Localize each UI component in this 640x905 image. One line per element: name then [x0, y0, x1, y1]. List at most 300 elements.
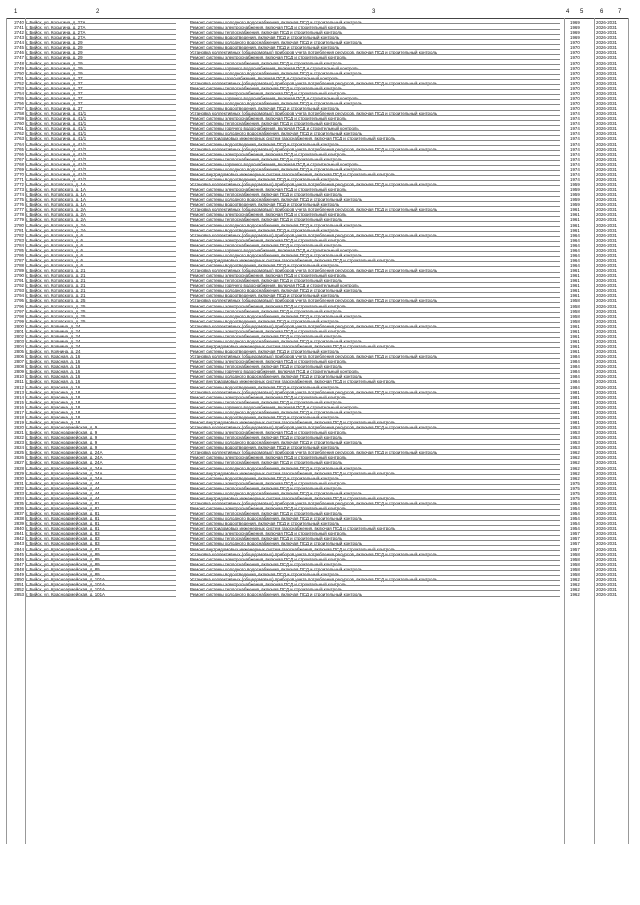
row-period: 2026-2031 [596, 566, 617, 572]
row-number: 2784 [14, 242, 24, 248]
row-work-type: Ремонт системы холодного водоснабжения, включая ПСД и строительный контроль [190, 40, 560, 45]
row-work-type: Ремонт системы холодного водоснабжения, включая ПСД и строительный контроль [190, 223, 560, 228]
row-number: 2802 [14, 333, 24, 339]
row-year: 1961 [570, 212, 580, 218]
row-year: 1953 [570, 440, 580, 446]
row-period: 2026-2031 [596, 551, 617, 557]
row-period: 2026-2031 [596, 318, 617, 324]
row-year: 1961 [570, 288, 580, 294]
row-period: 2026-2031 [596, 379, 617, 385]
row-number: 2842 [14, 536, 24, 542]
row-number: 2768 [14, 161, 24, 167]
row-period: 2026-2031 [596, 252, 617, 258]
row-address: г. Бийск, ул. Красноармейская, д. 81 [26, 511, 176, 516]
row-work-type: Ремонт системы водоотведения, включая ПСД и строительный контроль [190, 572, 560, 577]
row-period: 2026-2031 [596, 389, 617, 395]
row-address: г. Бийск, ул. Красноармейская, д. 89 [26, 557, 176, 562]
row-address: г. Бийск, ул. Красноармейская, д. 83 [26, 531, 176, 536]
row-period: 2026-2031 [596, 546, 617, 552]
row-number: 2775 [14, 197, 24, 203]
row-address: г. Бийск, ул. Красноармейская, д. 81 [26, 516, 176, 521]
row-period: 2026-2031 [596, 257, 617, 263]
row-year: 1984 [570, 359, 580, 365]
row-period: 2026-2031 [596, 526, 617, 532]
row-address: г. Бийск, ул. Котовского, д. 21 [26, 283, 176, 288]
row-number: 2853 [14, 592, 24, 598]
row-work-type: Ремонт системы водоотведения, включая ПСД и строительный контроль [190, 202, 560, 207]
row-address: г. Бийск, ул. Котовского, д. 25 [26, 304, 176, 309]
row-year: 1970 [570, 65, 580, 71]
row-period: 2026-2031 [596, 202, 617, 208]
row-period: 2026-2031 [596, 136, 617, 142]
row-number: 2754 [14, 90, 24, 96]
row-number: 2780 [14, 222, 24, 228]
row-number: 2813 [14, 389, 24, 395]
row-work-type: Ремонт системы холодного водоснабжения, включая ПСД и строительный контроль [190, 491, 560, 496]
row-period: 2026-2031 [596, 106, 617, 112]
row-period: 2026-2031 [596, 328, 617, 334]
row-address: г. Бийск, ул. Косыгина, д. 37 [26, 81, 176, 86]
row-number: 2781 [14, 227, 24, 233]
row-year: 1970 [570, 106, 580, 112]
row-address: г. Бийск, ул. Красина, д. 18 [26, 410, 176, 415]
row-address: г. Бийск, ул. Красноармейская, д. 24А [26, 455, 176, 460]
row-address: г. Бийск, ул. Красноармейская, д. 81 [26, 501, 176, 506]
row-work-type: Ремонт внутридомовых инженерных систем газоснабжения, включая ПСД и строительный контроль [190, 344, 560, 349]
row-address: г. Бийск, ул. Косыгина, д. 37 [26, 96, 176, 101]
row-address: г. Бийск, ул. Косыгина, д. 29 [26, 61, 176, 66]
row-address: г. Бийск, ул. Красноармейская, д. 89 [26, 567, 176, 572]
row-year: 1970 [570, 55, 580, 61]
row-year: 1957 [570, 536, 580, 542]
row-work-type: Ремонт системы холодного водоснабжения, включая ПСД и строительный контроль [190, 374, 560, 379]
row-period: 2026-2031 [596, 268, 617, 274]
row-work-type: Ремонт системы электроснабжения, включая ПСД и строительный контроль [190, 55, 560, 60]
row-year: 1958 [570, 556, 580, 562]
row-year: 1970 [570, 85, 580, 91]
row-work-type: Установка коллективных (общедомовых) приборов учета потребления ресурсов, включая ПСД и строительный контроль [190, 182, 560, 187]
row-period: 2026-2031 [596, 121, 617, 127]
row-number: 2807 [14, 359, 24, 365]
row-number: 2831 [14, 480, 24, 486]
row-period: 2026-2031 [596, 212, 617, 218]
row-year: 1969 [570, 20, 580, 25]
row-work-type: Ремонт системы холодного водоснабжения, включая ПСД и строительный контроль [190, 167, 560, 172]
row-period: 2026-2031 [596, 338, 617, 344]
row-work-type: Установка коллективных (общедомовых) приборов учета потребления ресурсов, включая ПСД и строительный контроль [190, 324, 560, 329]
row-period: 2026-2031 [596, 187, 617, 193]
row-address: г. Бийск, ул. Котовского, д. 1А [26, 182, 176, 187]
row-address: г. Бийск, ул. Косыгина, д. 41/2 [26, 177, 176, 182]
row-period: 2026-2031 [596, 40, 617, 46]
row-address: г. Бийск, ул. Красноармейская, д. 44 [26, 496, 176, 501]
row-work-type: Ремонт системы водоотведения, включая ПСД и строительный контроль [190, 293, 560, 298]
row-address: г. Бийск, ул. Красина, д. 18 [26, 390, 176, 395]
header-divider [6, 18, 628, 19]
row-work-type: Установка коллективных (общедомовых) приборов учета потребления ресурсов, включая ПСД и строительный контроль [190, 577, 560, 582]
row-address: г. Бийск, ул. Красноармейская, д. 89 [26, 562, 176, 567]
row-work-type: Ремонт системы электроснабжения, включая ПСД и строительный контроль [190, 91, 560, 96]
row-address: г. Бийск, ул. Косыгина, д. 41/1 [26, 121, 176, 126]
row-work-type: Ремонт внутридомовых инженерных систем газоснабжения, включая ПСД и строительный контроль [190, 136, 560, 141]
row-year: 1962 [570, 581, 580, 587]
row-number: 2787 [14, 257, 24, 263]
row-period: 2026-2031 [596, 85, 617, 91]
row-address: г. Бийск, ул. Коянина, д. 24 [26, 349, 176, 354]
row-period: 2026-2031 [596, 126, 617, 132]
row-address: г. Бийск, ул. Котовского, д. 21 [26, 293, 176, 298]
row-work-type: Установка коллективных (общедомовых) приборов учета потребления ресурсов, включая ПСД и строительный контроль [190, 111, 560, 116]
row-address: г. Бийск, ул. Косыгина, д. 41/2 [26, 157, 176, 162]
row-year: 1961 [570, 328, 580, 334]
row-year: 1954 [570, 516, 580, 522]
row-work-type: Ремонт системы холодного водоснабжения, включая ПСД и строительный контроль [190, 71, 560, 76]
row-year: 1954 [570, 521, 580, 527]
row-year: 1961 [570, 349, 580, 355]
row-address: г. Бийск, ул. Косыгина, д. 29 [26, 55, 176, 60]
row-address: г. Бийск, ул. Косыгина, д. 27А [26, 35, 176, 40]
row-address: г. Бийск, ул. Красина, д. 18 [26, 415, 176, 420]
row-work-type: Ремонт внутридомовых инженерных систем газоснабжения, включая ПСД и строительный контроль [190, 379, 560, 384]
row-period: 2026-2031 [596, 298, 617, 304]
row-number: 2846 [14, 556, 24, 562]
row-year: 1962 [570, 465, 580, 471]
row-work-type: Установка коллективных (общедомовых) приборов учета потребления ресурсов, включая ПСД и строительный контроль [190, 501, 560, 506]
row-year: 1962 [570, 470, 580, 476]
row-period: 2026-2031 [596, 369, 617, 375]
row-year: 1974 [570, 166, 580, 172]
row-period: 2026-2031 [596, 30, 617, 36]
row-address: г. Бийск, ул. Красноармейская, д. 9 [26, 440, 176, 445]
row-work-type: Ремонт внутридомовых инженерных систем газоснабжения, включая ПСД и строительный контроль [190, 547, 560, 552]
row-number: 2815 [14, 399, 24, 405]
row-work-type: Ремонт системы водоотведения, включая ПСД и строительный контроль [190, 476, 560, 481]
row-year: 1961 [570, 344, 580, 349]
row-number: 2746 [14, 50, 24, 56]
row-work-type: Ремонт системы водоотведения, включая ПСД и строительный контроль [190, 415, 560, 420]
row-year: 1981 [570, 409, 580, 415]
row-year: 1958 [570, 561, 580, 567]
row-work-type: Ремонт внутридомовых инженерных систем газоснабжения, включая ПСД и строительный контроль [190, 526, 560, 531]
row-address: г. Бийск, ул. Красина, д. 18 [26, 420, 176, 425]
row-period: 2026-2031 [596, 237, 617, 243]
row-year: 1974 [570, 141, 580, 147]
row-year: 1961 [570, 333, 580, 339]
row-year: 1958 [570, 318, 580, 324]
row-address: г. Бийск, ул. Красноармейская, д. 24А [26, 471, 176, 476]
row-number: 2834 [14, 495, 24, 501]
row-address: г. Бийск, ул. Красноармейская, д. 101А [26, 587, 176, 592]
row-year: 1969 [570, 30, 580, 36]
row-period: 2026-2031 [596, 207, 617, 213]
row-address: г. Бийск, ул. Котовского, д. 21 [26, 273, 176, 278]
row-address: г. Бийск, ул. Котовского, д. 2А [26, 217, 176, 222]
row-address: г. Бийск, ул. Котовского, д. 6 [26, 248, 176, 253]
row-period: 2026-2031 [596, 440, 617, 446]
row-work-type: Ремонт системы горячего водоснабжения, включая ПСД и строительный контроль [190, 283, 560, 288]
table-row [0, 592, 640, 597]
row-address: г. Бийск, ул. Котовского, д. 6 [26, 253, 176, 258]
row-address: г. Бийск, ул. Котовского, д. 6 [26, 233, 176, 238]
row-period: 2026-2031 [596, 182, 617, 187]
row-work-type: Ремонт системы холодного водоснабжения, включая ПСД и строительный контроль [190, 288, 560, 293]
row-address: г. Бийск, ул. Котовского, д. 2А [26, 228, 176, 233]
row-number: 2823 [14, 440, 24, 446]
row-work-type: Ремонт системы газоснабжения, включая ПСД и строительный контроль [190, 76, 560, 81]
row-period: 2026-2031 [596, 197, 617, 203]
row-number: 2747 [14, 55, 24, 61]
row-work-type: Ремонт внутридомовых инженерных систем газоснабжения, включая ПСД и строительный контроль [190, 258, 560, 263]
row-number: 2804 [14, 344, 24, 349]
row-address: г. Бийск, ул. Коянина, д. 24 [26, 329, 176, 334]
row-address: г. Бийск, ул. Косыгина, д. 41/1 [26, 142, 176, 147]
row-number: 2786 [14, 252, 24, 258]
row-number: 2818 [14, 414, 24, 420]
row-period: 2026-2031 [596, 146, 617, 152]
row-year: 1975 [570, 485, 580, 491]
row-year: 1962 [570, 455, 580, 461]
row-address: г. Бийск, ул. Красноармейская, д. 89 [26, 572, 176, 577]
row-work-type: Ремонт системы водоотведения, включая ПСД и строительный контроль [190, 349, 560, 354]
row-number: 2849 [14, 571, 24, 577]
row-year: 1984 [570, 384, 580, 390]
row-work-type: Ремонт системы холодного водоснабжения, включая ПСД и строительный контроль [190, 516, 560, 521]
row-address: г. Бийск, ул. Красина, д. 18 [26, 405, 176, 410]
row-year: 1974 [570, 151, 580, 157]
row-number: 2836 [14, 506, 24, 511]
row-year: 1981 [570, 394, 580, 400]
row-year: 1962 [570, 592, 580, 598]
row-year: 1981 [570, 404, 580, 410]
row-year: 1970 [570, 45, 580, 51]
row-year: 1981 [570, 414, 580, 420]
row-address: г. Бийск, ул. Красноармейская, д. 9 [26, 435, 176, 440]
row-number: 2769 [14, 166, 24, 172]
row-address: г. Бийск, ул. Красная, д. 16 [26, 359, 176, 364]
row-year: 1962 [570, 450, 580, 456]
row-year: 1964 [570, 263, 580, 268]
row-number: 2820 [14, 425, 24, 430]
row-number: 2843 [14, 541, 24, 547]
row-year: 1974 [570, 131, 580, 137]
row-number: 2767 [14, 156, 24, 162]
row-work-type: Ремонт системы электроснабжения, включая ПСД и строительный контроль [190, 187, 560, 192]
row-work-type: Установка коллективных (общедомовых) приборов учета потребления ресурсов, включая ПСД и строительный контроль [190, 298, 560, 303]
table-header [0, 6, 640, 18]
row-address: г. Бийск, ул. Косыгина, д. 41/2 [26, 172, 176, 177]
row-work-type: Ремонт системы водоотведения, включая ПСД и строительный контроль [190, 445, 560, 450]
row-address: г. Бийск, ул. Котовского, д. 25 [26, 298, 176, 303]
row-work-type: Установка коллективных (общедомовых) приборов учета потребления ресурсов, включая ПСД и строительный контроль [190, 425, 560, 430]
row-work-type: Ремонт системы электроснабжения, включая ПСД и строительный контроль [190, 506, 560, 511]
row-address: г. Бийск, ул. Косыгина, д. 37 [26, 101, 176, 106]
row-address: г. Бийск, ул. Котовского, д. 21 [26, 278, 176, 283]
row-work-type: Ремонт системы горячего водоснабжения, включая ПСД и строительный контроль [190, 369, 560, 374]
row-year: 1953 [570, 425, 580, 430]
row-number: 2850 [14, 576, 24, 582]
row-address: г. Бийск, ул. Котовского, д. 1А [26, 197, 176, 202]
row-address: г. Бийск, ул. Косыгина, д. 41/1 [26, 116, 176, 121]
row-work-type: Ремонт системы водоотведения, включая ПСД и строительный контроль [190, 263, 560, 268]
row-work-type: Ремонт системы водоотведения, включая ПСД и строительный контроль [190, 35, 560, 40]
row-year: 1964 [570, 232, 580, 238]
row-number: 2790 [14, 273, 24, 279]
row-work-type: Ремонт системы горячего водоснабжения, включая ПСД и строительный контроль [190, 405, 560, 410]
row-year: 1970 [570, 101, 580, 106]
row-work-type: Ремонт системы горячего водоснабжения, включая ПСД и строительный контроль [190, 96, 560, 101]
row-address: г. Бийск, ул. Котовского, д. 25 [26, 309, 176, 314]
row-work-type: Ремонт системы горячего водоснабжения, включая ПСД и строительный контроль [190, 162, 560, 167]
row-period: 2026-2031 [596, 80, 617, 86]
row-period: 2026-2031 [596, 313, 617, 319]
row-period: 2026-2031 [596, 521, 617, 527]
row-number: 2826 [14, 455, 24, 461]
row-period: 2026-2031 [596, 303, 617, 309]
row-address: г. Бийск, ул. Котовского, д. 1А [26, 202, 176, 207]
row-year: 1962 [570, 460, 580, 466]
row-period: 2026-2031 [596, 288, 617, 294]
row-number: 2758 [14, 111, 24, 117]
row-address: г. Бийск, ул. Косыгина, д. 27А [26, 20, 176, 25]
row-number: 2743 [14, 35, 24, 41]
row-work-type: Ремонт системы холодного водоснабжения, включая ПСД и строительный контроль [190, 101, 560, 106]
row-year: 1959 [570, 187, 580, 193]
row-year: 1974 [570, 171, 580, 177]
row-period: 2026-2031 [596, 116, 617, 122]
row-address: г. Бийск, ул. Красноармейская, д. 83 [26, 541, 176, 546]
row-year: 1981 [570, 399, 580, 405]
row-period: 2026-2031 [596, 399, 617, 405]
row-period: 2026-2031 [596, 50, 617, 56]
row-address: г. Бийск, ул. Косыгина, д. 41/2 [26, 162, 176, 167]
row-period: 2026-2031 [596, 151, 617, 157]
row-address: г. Бийск, ул. Косыгина, д. 29 [26, 66, 176, 71]
row-number: 2766 [14, 151, 24, 157]
row-period: 2026-2031 [596, 419, 617, 425]
row-year: 1975 [570, 480, 580, 486]
row-period: 2026-2031 [596, 495, 617, 501]
row-address: г. Бийск, ул. Красноармейская, д. 83 [26, 547, 176, 552]
row-period: 2026-2031 [596, 435, 617, 441]
row-number: 2777 [14, 207, 24, 213]
row-number: 2792 [14, 283, 24, 289]
row-period: 2026-2031 [596, 156, 617, 162]
row-work-type: Ремонт системы электроснабжения, включая ПСД и строительный контроль [190, 557, 560, 562]
row-number: 2824 [14, 445, 24, 451]
row-period: 2026-2031 [596, 490, 617, 496]
row-address: г. Бийск, ул. Красная, д. 16 [26, 385, 176, 390]
row-address: г. Бийск, ул. Красная, д. 16 [26, 354, 176, 359]
row-work-type: Ремонт системы электроснабжения, включая ПСД и строительный контроль [190, 455, 560, 460]
row-period: 2026-2031 [596, 232, 617, 238]
row-year: 1974 [570, 126, 580, 132]
row-address: г. Бийск, ул. Косыгина, д. 41/1 [26, 131, 176, 136]
row-work-type: Ремонт системы теплоснабжения, включая ПСД и строительный контроль [190, 309, 560, 314]
row-work-type: Установка коллективных (общедомовых) приборов учета потребления ресурсов, включая ПСД и строительный контроль [190, 390, 560, 395]
row-number: 2798 [14, 313, 24, 319]
row-period: 2026-2031 [596, 55, 617, 61]
row-number: 2749 [14, 65, 24, 71]
row-number: 2830 [14, 475, 24, 481]
header-col-1: 1 [14, 9, 18, 15]
row-number: 2741 [14, 25, 24, 31]
row-work-type: Установка коллективных (общедомовых) приборов учета потребления ресурсов, включая ПСД и строительный контроль [190, 50, 560, 55]
row-period: 2026-2031 [596, 25, 617, 31]
row-work-type: Ремонт системы теплоснабжения, включая ПСД и строительный контроль [190, 587, 560, 592]
header-col-2: 2 [96, 9, 100, 15]
row-year: 1970 [570, 70, 580, 76]
row-address: г. Бийск, ул. Красноармейская, д. 24А [26, 460, 176, 465]
row-number: 2845 [14, 551, 24, 557]
row-number: 2796 [14, 303, 24, 309]
row-year: 1974 [570, 116, 580, 122]
row-address: г. Бийск, ул. Красноармейская, д. 101А [26, 582, 176, 587]
row-address: г. Бийск, ул. Косыгина, д. 41/1 [26, 126, 176, 131]
row-period: 2026-2031 [596, 576, 617, 582]
row-number: 2814 [14, 394, 24, 400]
row-number: 2847 [14, 561, 24, 567]
row-period: 2026-2031 [596, 247, 617, 253]
row-number: 2750 [14, 70, 24, 76]
row-year: 1981 [570, 419, 580, 425]
row-work-type: Установка коллективных (общедомовых) приборов учета потребления ресурсов, включая ПСД и строительный контроль [190, 147, 560, 152]
row-work-type: Ремонт системы теплоснабжения, включая ПСД и строительный контроль [190, 121, 560, 126]
row-address: г. Бийск, ул. Котовского, д. 25 [26, 319, 176, 324]
row-period: 2026-2031 [596, 273, 617, 279]
row-number: 2776 [14, 202, 24, 208]
row-number: 2808 [14, 364, 24, 370]
row-number: 2771 [14, 176, 24, 182]
row-address: г. Бийск, ул. Коянина, д. 24 [26, 344, 176, 349]
row-address: г. Бийск, ул. Котовского, д. 1А [26, 192, 176, 197]
row-address: г. Бийск, ул. Красноармейская, д. 81 [26, 521, 176, 526]
row-year: 1974 [570, 161, 580, 167]
row-year: 1974 [570, 111, 580, 117]
row-address: г. Бийск, ул. Красноармейская, д. 24А [26, 450, 176, 455]
row-number: 2794 [14, 293, 24, 299]
row-year: 1961 [570, 273, 580, 279]
row-address: г. Бийск, ул. Косыгина, д. 41/1 [26, 111, 176, 116]
row-work-type: Ремонт системы холодного водоснабжения, включая ПСД и строительный контроль [190, 440, 560, 445]
row-number: 2756 [14, 101, 24, 106]
row-number: 2817 [14, 409, 24, 415]
row-year: 1961 [570, 227, 580, 233]
row-year: 1953 [570, 430, 580, 436]
row-address: г. Бийск, ул. Красноармейская, д. 44 [26, 481, 176, 486]
row-period: 2026-2031 [596, 333, 617, 339]
row-number: 2759 [14, 116, 24, 122]
row-work-type: Ремонт системы горячего водоснабжения, включая ПСД и строительный контроль [190, 248, 560, 253]
row-address: г. Бийск, ул. Красноармейская, д. 44 [26, 491, 176, 496]
row-period: 2026-2031 [596, 556, 617, 562]
row-year: 1957 [570, 541, 580, 547]
row-number: 2765 [14, 146, 24, 152]
row-address: г. Бийск, ул. Котовского, д. 2А [26, 223, 176, 228]
row-number: 2839 [14, 521, 24, 527]
row-year: 1954 [570, 506, 580, 511]
row-number: 2833 [14, 490, 24, 496]
row-period: 2026-2031 [596, 581, 617, 587]
row-work-type: Ремонт системы электроснабжения, включая ПСД и строительный контроль [190, 582, 560, 587]
row-work-type: Ремонт системы горячего водоснабжения, включая ПСД и строительный контроль [190, 126, 560, 131]
row-period: 2026-2031 [596, 460, 617, 466]
row-work-type: Ремонт системы холодного водоснабжения, включая ПСД и строительный контроль [190, 541, 560, 546]
row-year: 1958 [570, 313, 580, 319]
row-period: 2026-2031 [596, 227, 617, 233]
row-work-type: Ремонт системы электроснабжения, включая ПСД и строительный контроль [190, 152, 560, 157]
row-address: г. Бийск, ул. Красноармейская, д. 9 [26, 445, 176, 450]
row-period: 2026-2031 [596, 480, 617, 486]
